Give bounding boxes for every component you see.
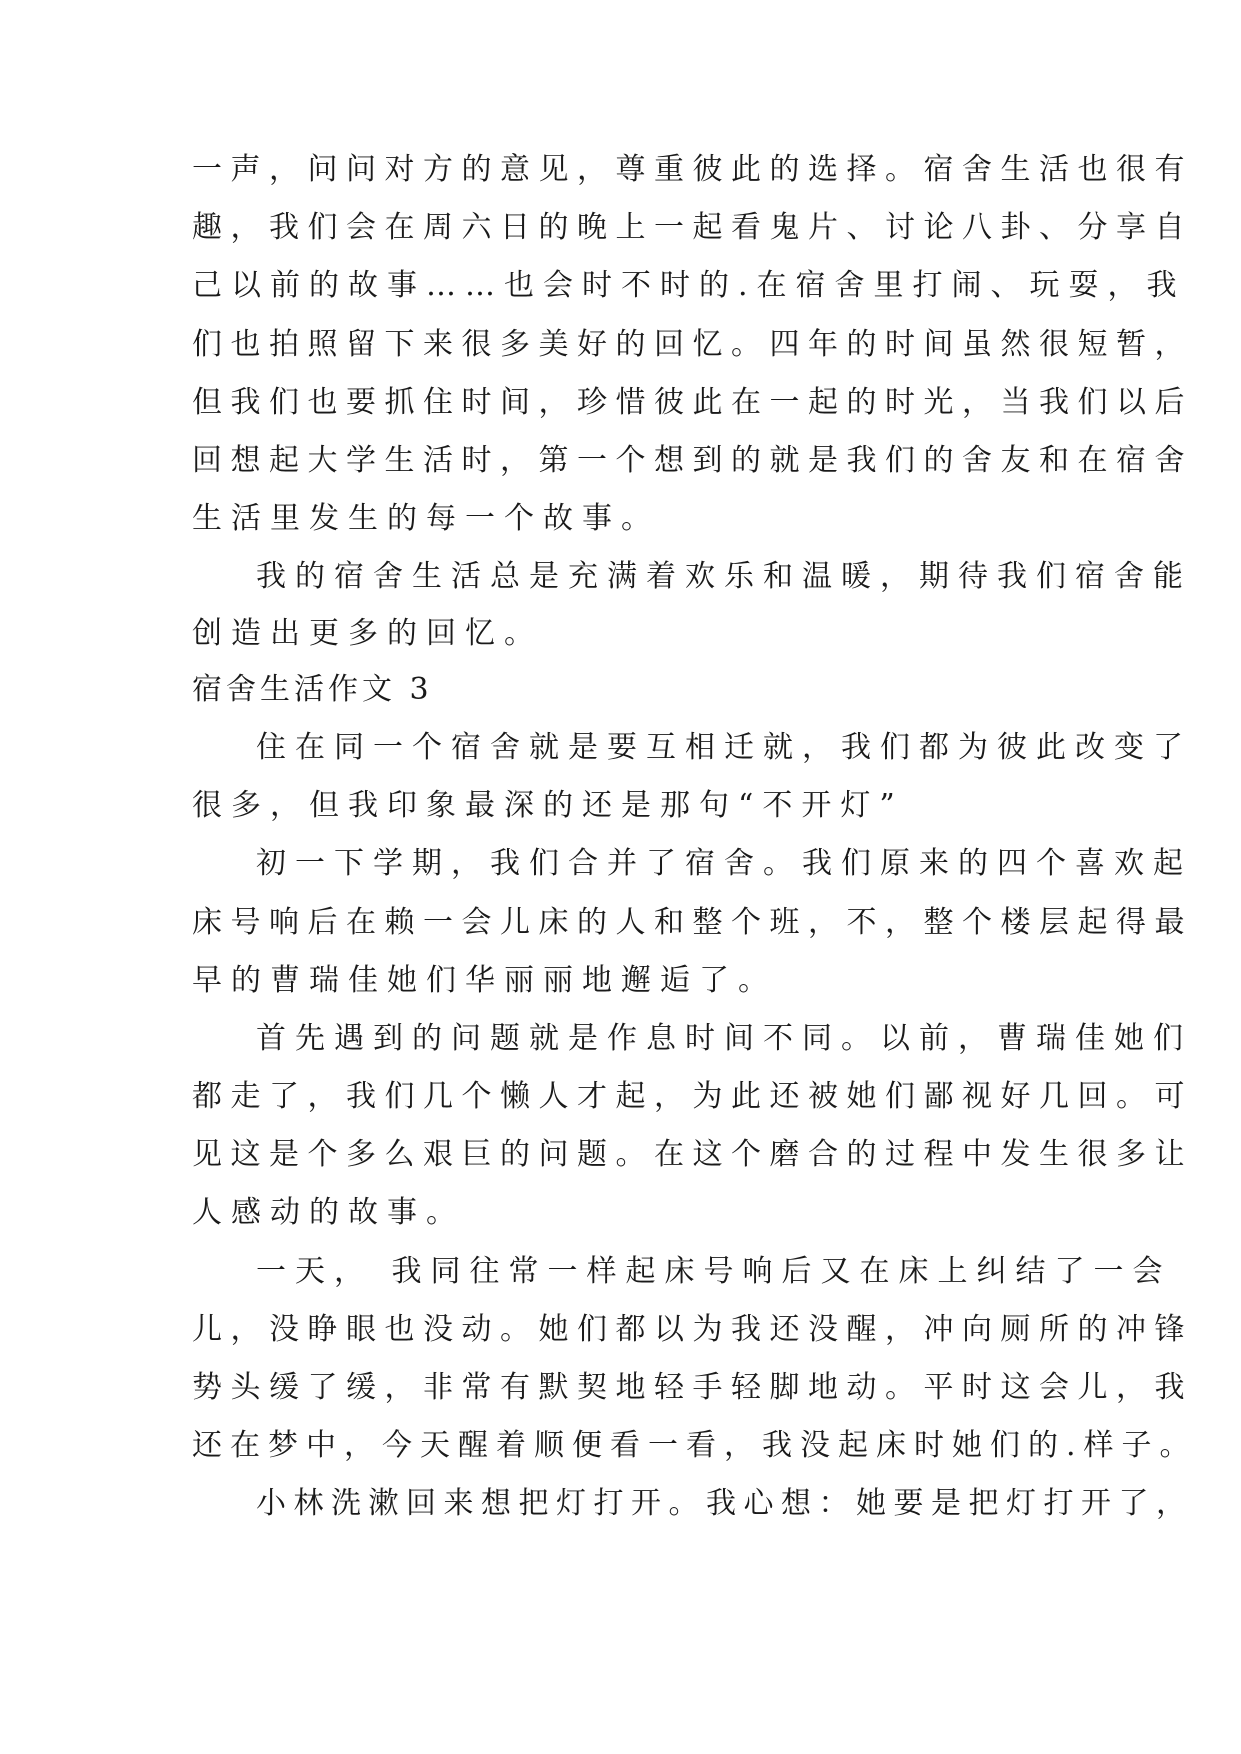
text-line: 都走了，我们几个懒人才起，为此还被她们鄙视好几回。可 [192, 1079, 1193, 1114]
text-line: 回想起大学生活时，第一个想到的就是我们的舍友和在宿舍 [192, 443, 1193, 478]
text-line: 趣，我们会在周六日的晚上一起看鬼片、讨论八卦、分享自 [192, 210, 1193, 245]
text-line: 初一下学期，我们合并了宿舍。我们原来的四个喜欢起 [256, 846, 1192, 881]
text-line: 生活里发生的每一个故事。 [192, 501, 660, 536]
text-line: 们也拍照留下来很多美好的回忆。四年的时间虽然很短暂， [192, 327, 1193, 362]
text-line: 儿，没睁眼也没动。她们都以为我还没醒，冲向厕所的冲锋 [192, 1312, 1193, 1347]
text-line: 势头缓了缓，非常有默契地轻手轻脚地动。平时这会儿，我 [192, 1370, 1193, 1405]
text-line: 早的曹瑞佳她们华丽丽地邂逅了。 [192, 963, 777, 998]
text-line: 己以前的故事……也会时不时的.在宿舍里打闹、玩耍，我 [192, 268, 1186, 303]
text-line: 一声，问问对方的意见，尊重彼此的选择。宿舍生活也很有 [192, 152, 1193, 187]
text-line: 我的宿舍生活总是充满着欢乐和温暖，期待我们宿舍能 [256, 559, 1192, 594]
text-line: 床号响后在赖一会儿床的人和整个班，不，整个楼层起得最 [192, 905, 1193, 940]
text-line: 见这是个多么艰巨的问题。在这个磨合的过程中发生很多让 [192, 1137, 1193, 1172]
text-line: 首先遇到的问题就是作息时间不同。以前，曹瑞佳她们 [256, 1021, 1192, 1056]
text-line: 很多，但我印象最深的还是那句“不开灯” [192, 788, 904, 823]
text-line: 小林洗漱回来想把灯打开。我心想：她要是把灯打开了， [256, 1486, 1194, 1521]
text-line: 还在梦中，今天醒着顺便看一看，我没起床时她们的.样子。 [192, 1428, 1198, 1463]
text-line: 创造出更多的回忆。 [192, 616, 543, 651]
text-line: 但我们也要抓住时间，珍惜彼此在一起的时光，当我们以后 [192, 385, 1193, 420]
text-line: 人感动的故事。 [192, 1195, 465, 1230]
text-line: 一天， 我同往常一样起床号响后又在床上纠结了一会 [256, 1254, 1172, 1289]
section-heading: 宿舍生活作文 3 [192, 672, 433, 707]
text-line: 住在同一个宿舍就是要互相迁就，我们都为彼此改变了 [256, 730, 1192, 765]
